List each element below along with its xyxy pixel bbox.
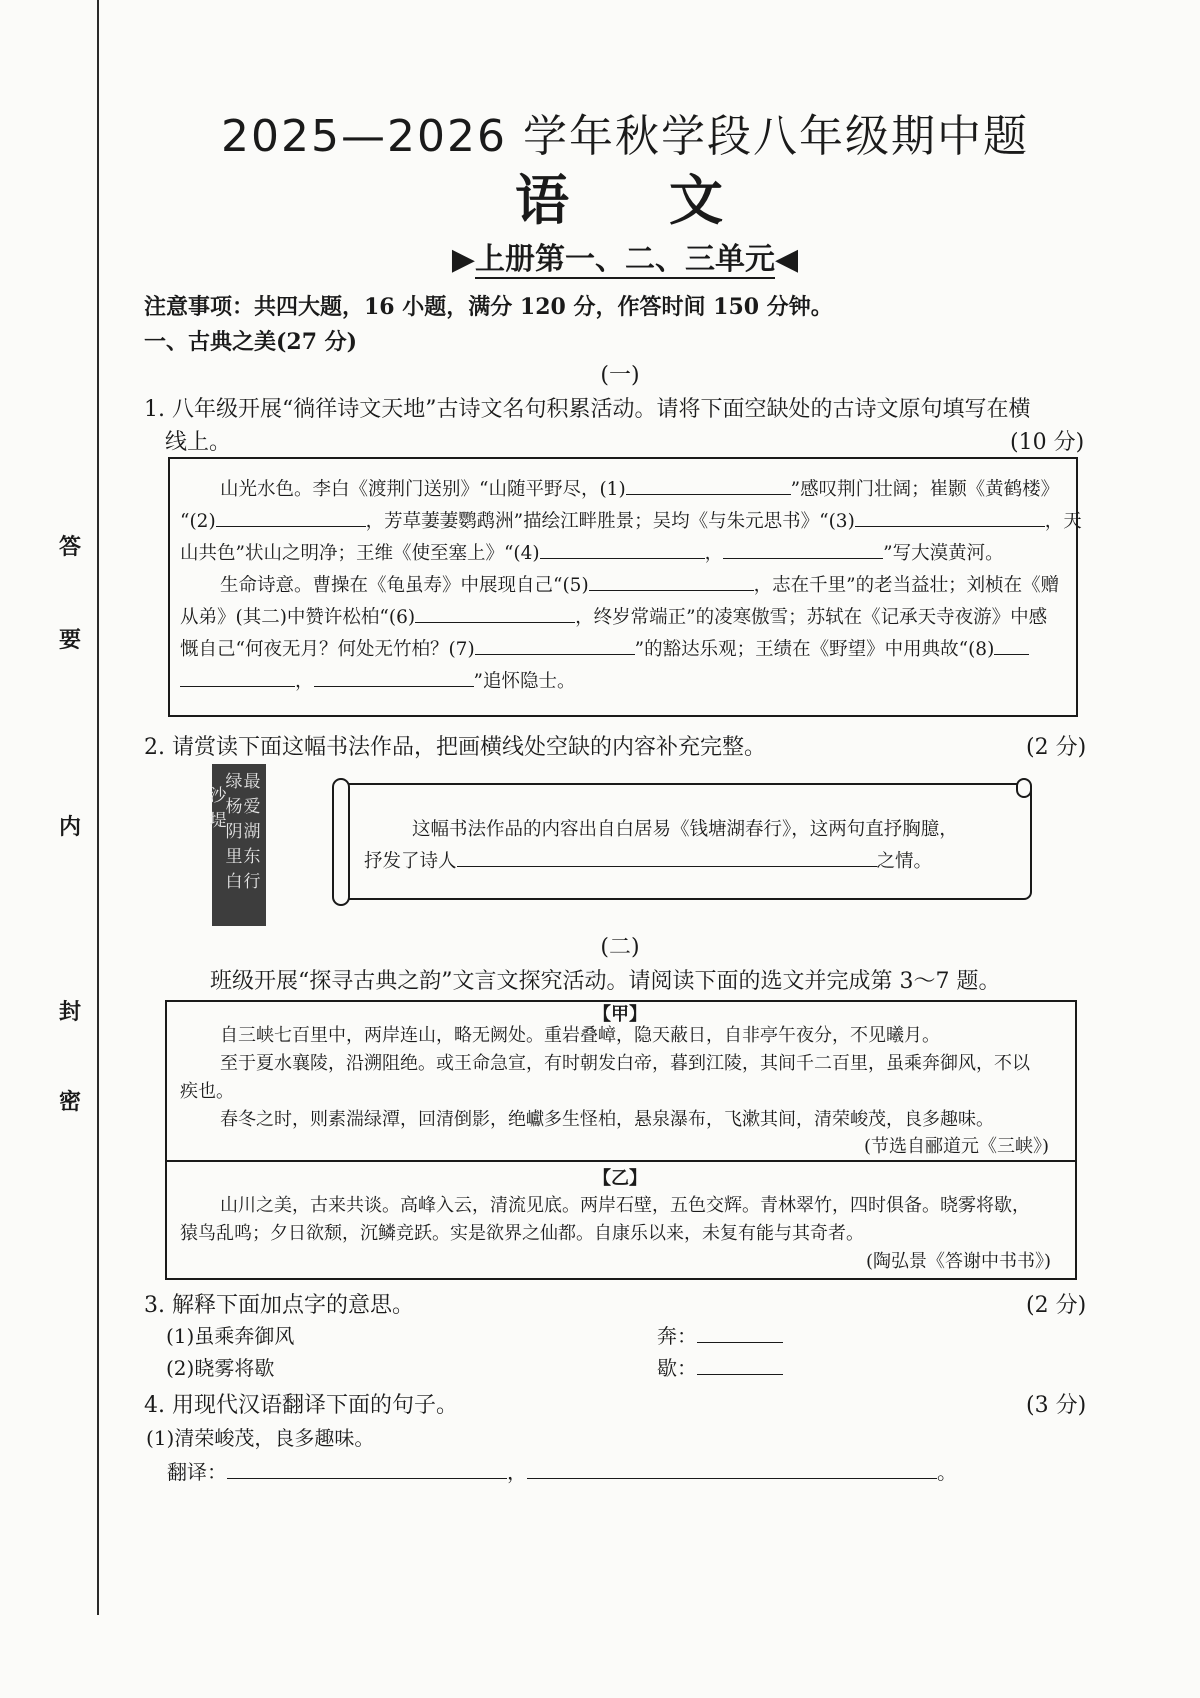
answer-blank[interactable] [314,668,474,687]
passage-line: 山川之美，古来共谈。高峰入云，清流见底。两岸石壁，五色交辉。青林翠竹，四时俱备。晓雾将歇， [220,1195,1030,1216]
q1-box-line: 山共色”状山之明净；王维《使至塞上》“(4) ， ”写大漠黄河。 [180,538,1004,570]
seal-char: 密 [58,1089,81,1115]
calligraphy-column: 最爱湖东行 [243,772,261,892]
q4-item: (1)清荣峻茂，良多趣味。 [146,1426,375,1450]
q3-item-answer: 奔： [657,1320,783,1349]
q1-box-line: 山光水色。李白《渡荆门送别》“山随平野尽，(1) ”感叹荆门壮阔；崔颢《黄鹤楼》 [220,474,1059,506]
passage-label: 【甲】 [593,1004,647,1025]
scroll-roll-left [332,778,350,906]
scroll-text-line: 这幅书法作品的内容出自白居易《钱塘湖春行》，这两句直抒胸臆， [412,819,958,840]
question-2-score: (2 分) [1026,735,1087,760]
part-label: (二) [600,935,640,960]
answer-blank[interactable] [457,848,877,867]
answer-blank[interactable] [589,572,754,591]
q1-box-line: 慨自己“何夜无月？何处无竹柏？(7) ”的豁达乐观；王绩在《野望》中用典故“(8) [180,634,1029,666]
answer-blank[interactable] [540,540,705,559]
q1-box-line: 生命诗意。曹操在《龟虽寿》中展现自己“(5) ，志在千里”的老当益壮；刘桢在《赠 [220,570,1059,602]
scope-text: 上册第一、二、三单元 [475,242,775,277]
scroll-roll-right [1016,778,1032,798]
answer-blank[interactable] [415,604,575,623]
question-3-score: (2 分) [1026,1293,1087,1318]
subject-title: 语 文 [515,169,723,232]
answer-blank[interactable] [227,1460,507,1479]
answer-blank[interactable] [697,1356,783,1375]
passage-source: (陶弘景《答谢中书书》) [866,1251,1052,1272]
passage-source: (节选自郦道元《三峡》) [864,1136,1050,1157]
seal-char: 内 [58,814,81,840]
q1-box-line: 从弟》(其二)中赞许松柏“(6) ，终岁常端正”的凌寒傲雪；苏轼在《记承天寺夜游》中感 [180,602,1047,634]
question-3-text: 3. 解释下面加点字的意思。 [144,1293,414,1318]
question-2-text: 2. 请赏读下面这幅书法作品，把画横线处空缺的内容补充完整。 [144,735,766,760]
answer-blank[interactable] [527,1460,937,1479]
question-1-text: 1. 八年级开展“徜徉诗文天地”古诗文名句积累活动。请将下面空缺处的古诗文原句填写在横 [144,397,1031,422]
calligraphy-image [209,764,266,926]
seal-char: 答 [58,534,81,560]
question-1-text-cont: 线上。 [165,430,232,455]
q3-item: (2)晓雾将歇 [166,1356,275,1380]
notice: 注意事项：共四大题，16 小题，满分 120 分，作答时间 150 分钟。 [144,294,833,320]
answer-blank[interactable] [626,476,791,495]
question-1-score: (10 分) [1010,430,1085,455]
q1-box-line: “(2) ，芳草萋萋鹦鹉洲”描绘江畔胜景；吴均《与朱元思书》“(3) ，天 [180,506,1082,538]
answer-blank[interactable] [697,1324,783,1343]
answer-blank[interactable] [723,540,883,559]
scroll-text-line: 抒发了诗人 之情。 [364,846,932,878]
part-intro: 班级开展“探寻古典之韵”文言文探究活动。请阅读下面的选文并完成第 3～7 题。 [210,969,1001,994]
answer-blank[interactable] [994,636,1029,655]
q1-box-line: ， ”追怀隐士。 [180,666,575,698]
calligraphy-column: 沙堤 [209,786,227,831]
section-title: 一、古典之美(27 分) [144,329,358,355]
part-label: (一) [600,363,640,388]
calligraphy-column: 绿杨阴里白 [225,772,243,892]
exam-title: 2025—2026 学年秋学段八年级期中题 [221,111,1029,162]
seal-char: 要 [58,627,81,653]
q3-item-answer: 歇： [657,1352,783,1381]
passage-line: 至于夏水襄陵，沿溯阻绝。或王命急宣，有时朝发白帝，暮到江陵，其间千二百里，虽乘奔御风，不以 [220,1053,1030,1074]
answer-blank[interactable] [475,636,635,655]
question-4-score: (3 分) [1026,1393,1087,1418]
passage-line: 疾也。 [180,1081,234,1102]
q4-translation: 翻译： ， 。 [167,1460,957,1484]
passage-line: 猿鸟乱鸣；夕日欲颓，沉鳞竞跃。实是欲界之仙都。自康乐以来，未复有能与其奇者。 [180,1223,864,1244]
answer-blank[interactable] [216,508,366,527]
passage-line: 春冬之时，则素湍绿潭，回清倒影，绝巘多生怪柏，悬泉瀑布，飞漱其间，清荣峻茂，良多趣味。 [220,1109,994,1130]
seal-char: 封 [58,999,81,1025]
question-4-text: 4. 用现代汉语翻译下面的句子。 [144,1393,458,1418]
scope-label: ▶上册第一、二、三单元◀ [451,242,799,277]
passage-line: 自三峡七百里中，两岸连山，略无阙处。重岩叠嶂，隐天蔽日，自非亭午夜分，不见曦月。 [220,1025,940,1046]
q3-item: (1)虽乘奔御风 [166,1324,295,1348]
passage-label: 【乙】 [593,1168,647,1189]
answer-blank[interactable] [855,508,1045,527]
answer-blank[interactable] [180,668,295,687]
